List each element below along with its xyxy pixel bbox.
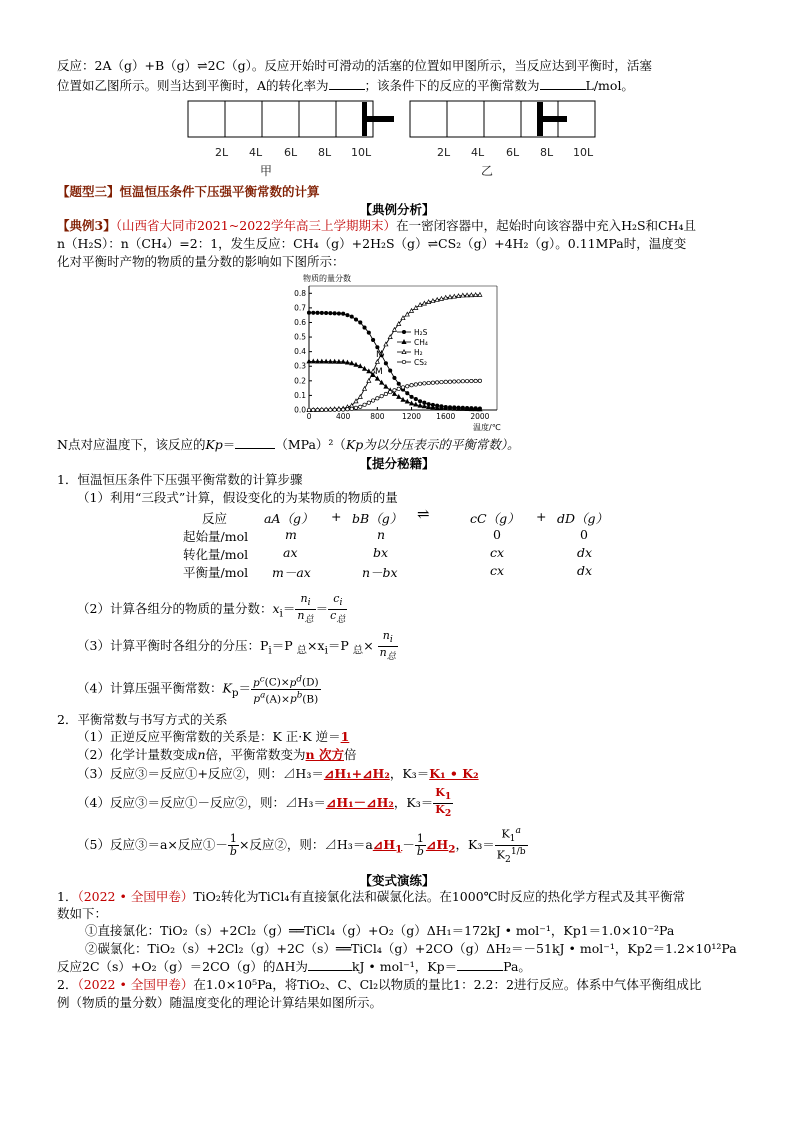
intro-line-1: 反应：2A（g）+B（g）⇌2C（g）。反应开始时可滑动的活塞的位置如甲图所示，当反应达到平衡时，活塞 <box>57 58 652 73</box>
chart-point <box>376 397 379 400</box>
answer-k-power-quotient: $\frac{K_1^a}{K_2^{1/b}}$ <box>496 825 526 865</box>
table-header-label: 反应 <box>202 511 228 526</box>
chart-point <box>341 408 344 411</box>
chart-legend-label: CS₂ <box>414 358 428 367</box>
chart-y-tick-label: 0.4 <box>294 347 306 357</box>
answer-k-product: K₁ • K₂ <box>429 766 479 781</box>
chart-point <box>380 394 383 397</box>
chart-x-tick-label: 1200 <box>401 412 422 421</box>
chart-point <box>406 392 409 395</box>
mole-fraction-chart <box>283 270 513 432</box>
chart-point <box>410 309 414 313</box>
chart-point <box>367 401 370 404</box>
intro-line-2b: ；该条件下的反应的平衡常数为 <box>364 78 540 93</box>
chart-point <box>384 362 387 365</box>
tick-6L-jia: 6L <box>284 146 298 159</box>
answer-reciprocal: 1 <box>340 729 350 744</box>
question-kp <box>57 437 520 453</box>
chart-point <box>324 408 327 411</box>
chart-y-tick-label: 0.2 <box>294 376 306 386</box>
chart-point <box>418 382 421 385</box>
equilibrium-arrow: ⇌ <box>417 505 430 523</box>
chart-y-tick-label: 0.0 <box>294 405 306 415</box>
tips-p2-4-text-b: ，K₃＝ <box>393 795 434 810</box>
intro-line-2c: L/mol。 <box>585 78 634 93</box>
example-source: （山西省大同市2021~2022学年高三上学期期末） <box>115 218 397 233</box>
tips-p2-3 <box>77 766 479 782</box>
chart-point <box>397 382 400 385</box>
chart-series-line <box>309 361 480 409</box>
chart-point <box>393 376 396 379</box>
tips-heading: 【提分秘籍】 <box>359 456 435 471</box>
tips-p1-2: （2）计算各组分的物质的量分数：$x_i=$ $\frac{n_i}{n_总}$ ＝ $\frac{c_i}{c_总}$ <box>77 592 346 626</box>
tips-p2-1 <box>77 729 349 745</box>
fraction-ci-ctotal: $\frac{c_i}{c_总}$ <box>330 592 346 626</box>
chart-point <box>397 395 401 399</box>
chart-point <box>316 311 319 314</box>
fraction-kp: $\frac{p^c(C)\times p^d(D)}{p^a(A)\times p^b(B)}$ <box>253 674 319 705</box>
table-header-c: cC（g） <box>470 511 520 526</box>
chart-point <box>320 408 323 411</box>
chart-point <box>410 384 413 387</box>
tips-p2-5-text-b: ×反应②，则：⊿H₃＝a <box>238 837 373 852</box>
chart-point <box>350 407 353 410</box>
table-cell: dx <box>577 563 593 578</box>
tips-p2-2-text-c: 倍 <box>344 747 357 762</box>
chart-point <box>367 369 371 373</box>
tips-p2-3-text: （3）反应③＝反应①+反应②，则：⊿H₃＝ <box>77 766 324 781</box>
answer-blank-conversion[interactable] <box>329 89 365 90</box>
chart-point <box>478 379 481 382</box>
piston-diagram <box>185 98 615 180</box>
chart-legend-label: H₂S <box>414 328 428 337</box>
chart-point <box>337 408 340 411</box>
piston-cylinder-jia <box>188 101 394 137</box>
chart-annotation-N: N <box>376 350 383 360</box>
tips-p2-3-text-b: ，K₃＝ <box>389 766 430 781</box>
chart-point <box>384 392 387 395</box>
answer-blank-kp-2[interactable] <box>457 970 503 971</box>
chart-point <box>418 400 421 403</box>
tips-p1-4: （4）计算压强平衡常数：$K_p=$ $\frac{p^c(C)\times p^d(D)}{p^a(A)\times p^b(B)}$ <box>77 674 319 705</box>
chart-point <box>316 408 319 411</box>
chart-x-tick-label: 400 <box>336 412 351 421</box>
answer-k-quotient: $\frac{K_1}{K_2}$ <box>435 785 452 820</box>
chart-point <box>461 380 464 383</box>
tips-p2-2: （2）化学计量数变成n倍，平衡常数变为n 次方倍 <box>77 747 357 762</box>
intro-line-2 <box>57 78 634 94</box>
chart-point <box>431 381 434 384</box>
chart-point <box>470 379 473 382</box>
tick-4L-yi: 4L <box>471 146 485 159</box>
chart-point <box>350 315 353 318</box>
chart-point <box>337 312 340 315</box>
answer-blank-constant[interactable] <box>540 89 586 90</box>
tips-p2-2-text: （2）化学计量数变成 <box>77 747 198 762</box>
piston-rod-yi <box>537 116 567 122</box>
chart-y-tick-label: 0.8 <box>294 288 306 298</box>
typical-heading: 【典例分析】 <box>359 202 435 217</box>
practice-q2 <box>57 977 701 993</box>
piston-cylinder-yi <box>410 101 595 137</box>
table-cell: 0 <box>580 527 588 542</box>
chart-point <box>371 399 374 402</box>
question-kp-symbol: Kp <box>205 437 223 452</box>
chart-point <box>359 321 362 324</box>
chart-series-1 <box>307 359 482 411</box>
chart-x-tick-label: 1600 <box>436 412 456 421</box>
tick-8L-yi: 8L <box>540 146 554 159</box>
chart-point <box>397 387 400 390</box>
practice-q1-source: （2022 • 全国甲卷） <box>77 889 194 904</box>
table-row-label: 起始量/mol <box>183 529 249 544</box>
chart-x-tick-label: 2000 <box>470 412 490 421</box>
answer-blank-kp[interactable] <box>235 448 275 449</box>
section-title: 【题型三】恒温恒压条件下压强平衡常数的计算 <box>57 184 320 199</box>
tips-p1-4-text: （4）计算压强平衡常数： <box>77 680 223 696</box>
table-cell: ax <box>283 545 298 560</box>
chart-y-tick-label: 0.6 <box>294 317 306 327</box>
answer-dh-sum: ⊿H₁+⊿H₂ <box>323 766 390 781</box>
tips-p2-1-text: （1）正逆反应平衡常数的关系是： <box>77 729 273 744</box>
fraction-ni-ntotal-2: $\frac{n_i}{n_总}$ <box>379 629 396 663</box>
chart-point <box>401 398 405 402</box>
chart-point <box>346 407 349 410</box>
chart-legend-label: CH₄ <box>414 338 428 347</box>
chart-point <box>427 381 430 384</box>
chart-legend-marker <box>402 330 405 333</box>
practice-heading: 【变式演练】 <box>359 873 435 888</box>
question-kp-d: Kp为以分压表示的平衡常数）。 <box>345 437 520 452</box>
chart-point <box>440 380 443 383</box>
chart-point <box>329 408 332 411</box>
chart-point <box>448 380 451 383</box>
tick-2L-jia: 2L <box>215 146 229 159</box>
table-header-d: dD（g） <box>557 511 609 526</box>
practice-q1-num: 1． <box>57 889 78 904</box>
chart-point <box>367 331 370 334</box>
label-yi: 乙 <box>481 164 494 178</box>
tick-8L-jia: 8L <box>318 146 332 159</box>
tips-p2: 2．平衡常数与书写方式的关系 <box>57 712 228 727</box>
tips-p1-2-text: （2）计算各组分的物质的量分数： <box>77 601 273 617</box>
chart-point <box>363 403 366 406</box>
table-cell: cx <box>490 545 505 560</box>
chart-point <box>376 346 379 349</box>
chart-y-tick-label: 0.5 <box>294 332 306 342</box>
chart-point <box>354 318 357 321</box>
table-cell: n <box>377 527 386 542</box>
practice-q2-source: （2022 • 全国甲卷） <box>77 977 194 992</box>
table-row-label: 平衡量/mol <box>183 565 249 580</box>
table-cell: bx <box>373 545 389 560</box>
chart-point <box>358 395 362 399</box>
label-jia: 甲 <box>260 164 273 178</box>
chart-point <box>333 312 336 315</box>
table-header-a: aA（g） <box>264 511 314 526</box>
chart-legend-marker <box>402 360 405 363</box>
chart-point <box>341 312 344 315</box>
chart-xlabel: 温度/℃ <box>473 423 501 432</box>
practice-q1-ask-a: 反应2C（s）+O₂（g）＝2CO（g）的ΔH为 <box>57 959 308 974</box>
tips-p1: 1．恒温恒压条件下压强平衡常数的计算步骤 <box>57 472 303 487</box>
table-header-b: bB（g） <box>352 511 403 526</box>
chart-point <box>406 385 409 388</box>
tips-p2-2-text-b: 倍，平衡常数变为 <box>205 747 306 762</box>
intro-line-2a: 位置如乙图所示。则当达到平衡时，A的转化率为 <box>57 78 329 93</box>
chart-point <box>410 395 413 398</box>
example-line-1 <box>57 218 696 234</box>
chart-point <box>333 408 336 411</box>
chart-point <box>435 381 438 384</box>
table-header-plus-2: + <box>536 509 547 524</box>
question-kp-eq: ＝ <box>222 437 236 452</box>
example-tag: 【典例3】 <box>57 218 116 233</box>
chart-x-tick-label: 800 <box>370 412 385 421</box>
table-row-label: 转化量/mol <box>183 547 249 562</box>
fraction-ni-ntotal: $\frac{n_i}{n_总}$ <box>297 592 314 626</box>
chart-point <box>444 380 447 383</box>
chart-x-tick-label: 0 <box>306 412 312 421</box>
tips-p1-1: （1）利用“三段式”计算，假设变化的为某物质的物质的量 <box>77 490 398 505</box>
example-text-1: 在一密闭容器中，起始时向该容器中充入H₂S和CH₄且 <box>396 218 697 233</box>
example-line-3: 化对平衡时产物的物质的量分数的影响如下图所示： <box>57 254 345 269</box>
practice-q1-text: TiO₂转化为TiCl₄有直接氯化法和碳氯化法。在1000℃时反应的热化学方程式及其平衡常 <box>193 889 686 904</box>
chart-point <box>457 380 460 383</box>
chart-point <box>388 369 391 372</box>
chart-point <box>329 311 332 314</box>
chart-point <box>312 311 315 314</box>
table-cell: 0 <box>493 527 501 542</box>
chart-point <box>354 406 357 409</box>
chart-point <box>375 360 379 364</box>
chart-point <box>359 405 362 408</box>
chart-point <box>307 311 310 314</box>
piston-rod-jia <box>362 116 394 122</box>
chart-point <box>320 311 323 314</box>
question-kp-a: N点对应温度下，该反应的 <box>57 437 206 452</box>
table-cell: m <box>285 527 297 542</box>
chart-point <box>371 338 374 341</box>
practice-q1-reaction-2: ②碳氯化：TiO₂（s）+2Cl₂（g）+2C（s）══TiCl₄（g）+2CO（g）ΔH₂＝－51kJ • mol⁻¹，Kp2＝1.2×10¹²Pa <box>85 941 737 956</box>
table-cell: n－bx <box>362 565 398 580</box>
tips-p2-5: （5）反应③＝a×反应①－ $\frac{1}{b}$ ×反应②，则：$⊿H_3=a⊿H_1-$ $\frac{1}{b}$ $⊿H_2$，K₃＝ $\frac{K_1^a}{K_2^{1/b}}$ <box>77 825 526 865</box>
practice-q1 <box>57 889 685 905</box>
practice-q1-ask-b: kJ • mol⁻¹，Kp＝ <box>351 959 458 974</box>
chart-point <box>363 387 367 391</box>
tick-2L-yi: 2L <box>437 146 451 159</box>
chart-y-tick-label: 0.7 <box>294 303 306 313</box>
tips-p2-4-text: （4）反应③＝反应①－反应②，则：⊿H₃＝ <box>77 795 326 810</box>
chart-point <box>393 389 396 392</box>
chart-point <box>453 380 456 383</box>
chart-annotation-M: M <box>375 367 383 377</box>
practice-q1-reaction-1: ①直接氯化：TiO₂（s）+2Cl₂（g）══TiCl₄（g）+O₂（g）ΔH₁＝172kJ • mol⁻¹，Kp1＝1.0×10⁻²Pa <box>85 923 675 938</box>
example-line-2: n（H₂S）：n（CH₄）=2：1，发生反应：CH₄（g）+2H₂S（g）⇌CS₂（g）+4H₂（g）。0.11MPa时，温度变 <box>57 236 687 251</box>
chart-point <box>401 386 404 389</box>
chart-point <box>324 311 327 314</box>
answer-blank-dh[interactable] <box>308 970 352 971</box>
chart-point <box>388 390 391 393</box>
table-header-plus-1: + <box>331 509 342 524</box>
chart-point <box>414 306 418 310</box>
practice-q2-cont: 例（物质的量分数）随温度变化的理论计算结果如图所示。 <box>57 995 383 1010</box>
tips-p2-5-text-c: ，K₃＝ <box>455 837 495 852</box>
chart-point <box>414 383 417 386</box>
chart-legend-label: H₂ <box>414 348 423 357</box>
tips-p2-1-k: K 正·K 逆＝ <box>272 729 341 744</box>
chart-point <box>312 408 315 411</box>
table-cell: dx <box>577 545 593 560</box>
chart-point <box>414 397 417 400</box>
table-cell: cx <box>490 563 505 578</box>
tips-p1-3-text: （3）计算平衡时各组分的分压： <box>77 638 260 654</box>
table-cell: m－ax <box>272 565 311 580</box>
chart-y-tick-label: 0.1 <box>294 390 306 400</box>
tips-p2-4 <box>77 783 453 823</box>
chart-point <box>367 379 371 383</box>
tick-10L-yi: 10L <box>573 146 594 159</box>
practice-q2-text: 在1.0×10⁵Pa，将TiO₂、C、Cl₂以物质的量比1：2.2：2进行反应。体系中气体平衡组成比 <box>193 977 702 992</box>
practice-q2-num: 2． <box>57 977 78 992</box>
tips-p2-5-text: （5）反应③＝a×反应①－ <box>77 837 228 852</box>
practice-q1-cont: 数如下： <box>57 906 108 921</box>
answer-nth-power: n 次方 <box>305 747 344 762</box>
chart-point <box>307 408 310 411</box>
chart-y-tick-label: 0.3 <box>294 361 306 371</box>
answer-dh-diff: ⊿H₁－⊿H₂ <box>325 795 394 810</box>
chart-point <box>363 367 367 371</box>
chart-ylabel: 物质的量分数 <box>303 274 351 283</box>
chart-point <box>474 379 477 382</box>
tick-10L-jia: 10L <box>351 146 372 159</box>
practice-q1-ask-c: Pa。 <box>503 959 531 974</box>
tick-6L-yi: 6L <box>506 146 520 159</box>
tips-p1-3: （3）计算平衡时各组分的分压：$P_i=P$ $_总\times x_i=P$ $_总$× $\frac{n_i}{n_总}$ <box>77 629 396 663</box>
tick-4L-jia: 4L <box>249 146 263 159</box>
chart-point <box>346 313 349 316</box>
chart-point <box>465 379 468 382</box>
chart-point <box>363 326 366 329</box>
practice-q1-ask <box>57 959 531 975</box>
question-kp-c: （MPa）²（ <box>275 437 346 452</box>
chart-point <box>423 382 426 385</box>
